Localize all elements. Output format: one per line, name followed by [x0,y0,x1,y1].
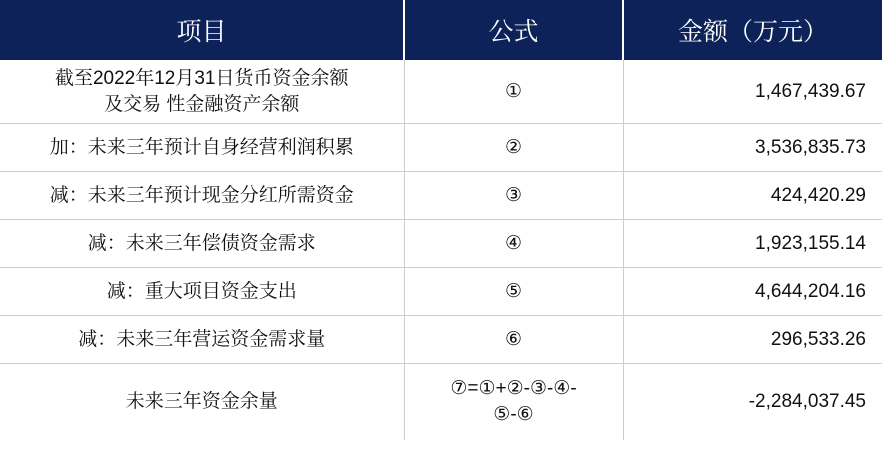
table-row [0,124,882,172]
row-amount: 1,923,155.14 [623,220,882,268]
row-item-label: 未来三年资金余量 [0,364,404,440]
row-amount: 4,644,204.16 [623,268,882,316]
table-row [0,268,882,316]
row-item-label [0,60,404,124]
row-formula: ③ [404,172,623,220]
row-amount: 424,420.29 [623,172,882,220]
row-formula: ① [404,60,623,124]
column-header-amount: 金额（万元） [623,0,882,60]
row-formula: ② [404,124,623,172]
row-item-label: 减：未来三年营运资金需求量 [0,316,404,364]
row-item-label-line2: 及交易 性金融资产余额 [104,93,300,115]
table-row [0,60,882,124]
column-header-item: 项目 [0,0,404,60]
row-formula: ④ [404,220,623,268]
row-item-label: 加：未来三年预计自身经营利润积累 [0,124,404,172]
table-row [0,364,882,440]
row-formula: ⑤ [404,268,623,316]
row-formula: ⑥ [404,316,623,364]
table-header-row [0,0,882,60]
column-header-formula: 公式 [404,0,623,60]
row-item-label: 减：未来三年偿债资金需求 [0,220,404,268]
row-item-label: 减：未来三年预计现金分红所需资金 [0,172,404,220]
row-amount: -2,284,037.45 [748,391,866,413]
table-row [0,316,882,364]
row-formula [404,364,623,440]
table-row [0,172,882,220]
table-row [0,220,882,268]
row-formula-line2: ⑤-⑥ [493,404,534,426]
table-header [0,0,882,60]
row-item-label: 减：重大项目资金支出 [0,268,404,316]
table-body [0,60,882,440]
row-formula-line1: ⑦=①+②-③-④- [450,378,577,400]
row-amount: 3,536,835.73 [623,124,882,172]
row-amount: 296,533.26 [623,316,882,364]
row-amount: 1,467,439.67 [623,60,882,124]
row-item-label-line1: 截至2022年12月31日货币资金余额 [54,68,349,89]
